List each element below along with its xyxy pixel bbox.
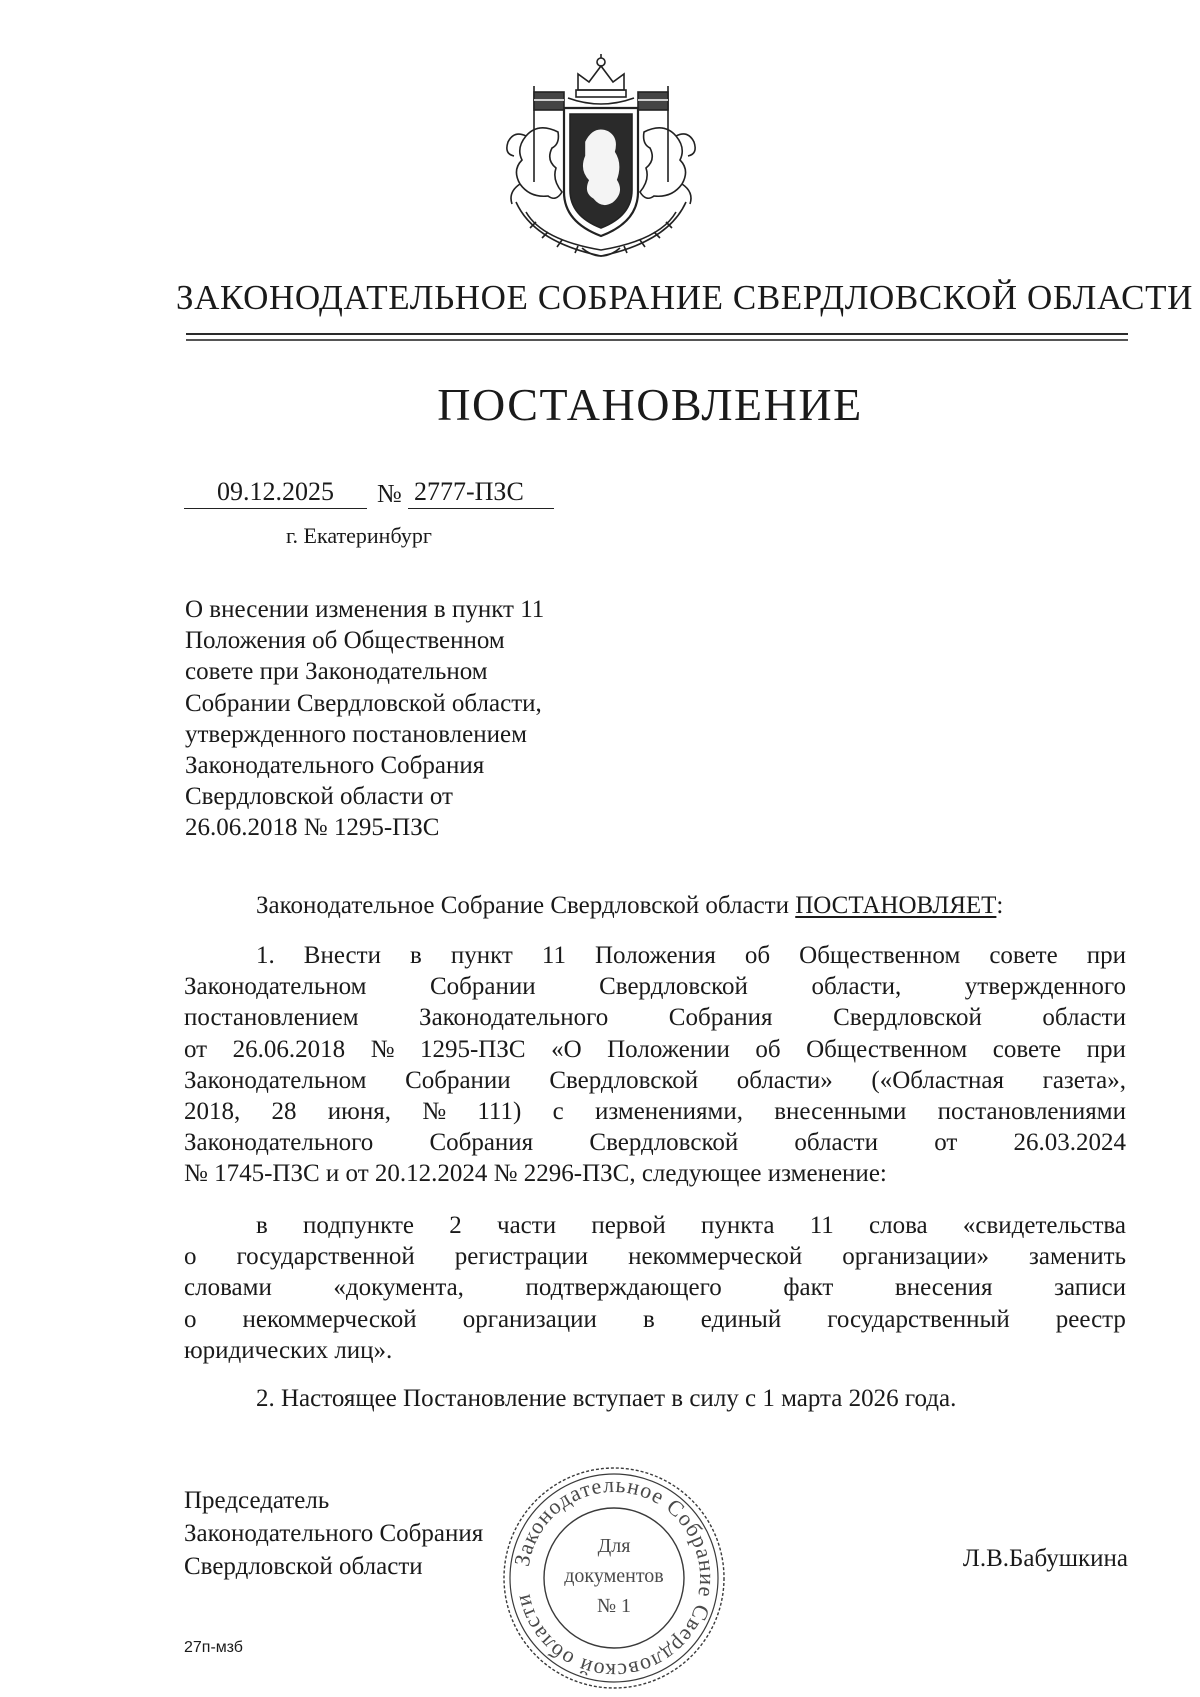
header-divider	[186, 333, 1128, 335]
official-seal-stamp	[498, 1462, 730, 1694]
change-paragraph	[184, 1210, 1126, 1366]
signatory-title-line: Свердловской области	[184, 1553, 423, 1580]
paragraph-line: Законодательном Собрании Свердловской области, утвержденного	[184, 973, 1126, 1001]
paragraph-line: о государственной регистрации некоммерческой организации» заменить	[184, 1243, 1126, 1271]
paragraph-line: от 26.06.2018 № 1295-ПЗС «О Положении об Общественном совете при	[184, 1035, 1126, 1063]
paragraph-line: 2018, 28 июня, № 111) с изменениями, внесенными постановлениями	[184, 1097, 1126, 1125]
subject-line: 26.06.2018 № 1295-ПЗС	[185, 814, 440, 842]
paragraph-line: о некоммерческой организации в единый государственный реестр	[184, 1305, 1126, 1333]
subject-line: Свердловской области от	[185, 783, 453, 811]
document-subject	[185, 594, 625, 844]
signatory-title-line: Законодательного Собрания	[184, 1520, 484, 1547]
seal-center-line: Для	[597, 1535, 631, 1557]
item-2-paragraph: 2. Настоящее Постановление вступает в силу с 1 марта 2026 года.	[256, 1385, 957, 1412]
subject-line: Положения об Общественном	[185, 627, 505, 655]
resolution-intro	[256, 892, 1003, 920]
intro-keyword: ПОСТАНОВЛЯЕТ	[795, 892, 997, 919]
number-sign: №	[377, 479, 402, 508]
intro-text: Законодательное Собрание Свердловской области	[256, 892, 796, 919]
intro-suffix: :	[996, 892, 1004, 919]
document-code: 27п-мзб	[184, 1639, 243, 1656]
paragraph-line: словами «документа, подтверждающего факт внесения записи	[184, 1274, 1126, 1302]
subject-line: Законодательного Собрания	[185, 752, 485, 780]
coat-of-arms-emblem	[486, 52, 716, 266]
seal-center-line: документов	[564, 1565, 664, 1587]
subject-line: утвержденного постановлением	[185, 720, 527, 748]
subject-line: Собрании Свердловской области,	[185, 689, 542, 717]
header-divider-secondary	[186, 339, 1128, 341]
seal-ring-text: Законодательное Собрание Свердловской области	[508, 1471, 721, 1685]
document-number: 2777-ПЗС	[408, 476, 554, 509]
signatory-name: Л.В.Бабушкина	[962, 1545, 1128, 1572]
item-1-paragraph	[184, 940, 1126, 1190]
document-city: г. Екатеринбург	[286, 523, 432, 548]
signatory-title	[184, 1484, 483, 1583]
paragraph-line: постановлением Законодательного Собрания Свердловской области	[184, 1004, 1126, 1032]
document-type-title: ПОСТАНОВЛЕНИЕ	[437, 379, 863, 430]
paragraph-line: юридических лиц».	[184, 1336, 393, 1364]
paragraph-line: 1. Внести в пункт 11 Положения об Общественном совете при	[256, 942, 1126, 969]
organization-name: ЗАКОНОДАТЕЛЬНОЕ СОБРАНИЕ СВЕРДЛОВСКОЙ ОБЛАСТИ	[176, 278, 1193, 317]
seal-center-line: № 1	[596, 1595, 632, 1617]
document-date: 09.12.2025	[184, 476, 367, 509]
subject-line: О внесении изменения в пункт 11	[185, 596, 545, 623]
paragraph-line: в подпункте 2 части первой пункта 11 слова «свидетельства	[256, 1212, 1126, 1239]
paragraph-line: № 1745-ПЗС и от 20.12.2024 № 2296-ПЗС, следующее изменение:	[184, 1160, 887, 1188]
paragraph-line: Законодательном Собрании Свердловской области» («Областная газета»,	[184, 1066, 1126, 1094]
subject-line: совете при Законодательном	[185, 658, 488, 686]
signatory-title-line: Председатель	[184, 1487, 330, 1514]
paragraph-line: Законодательного Собрания Свердловской области от 26.03.2024	[184, 1129, 1126, 1157]
